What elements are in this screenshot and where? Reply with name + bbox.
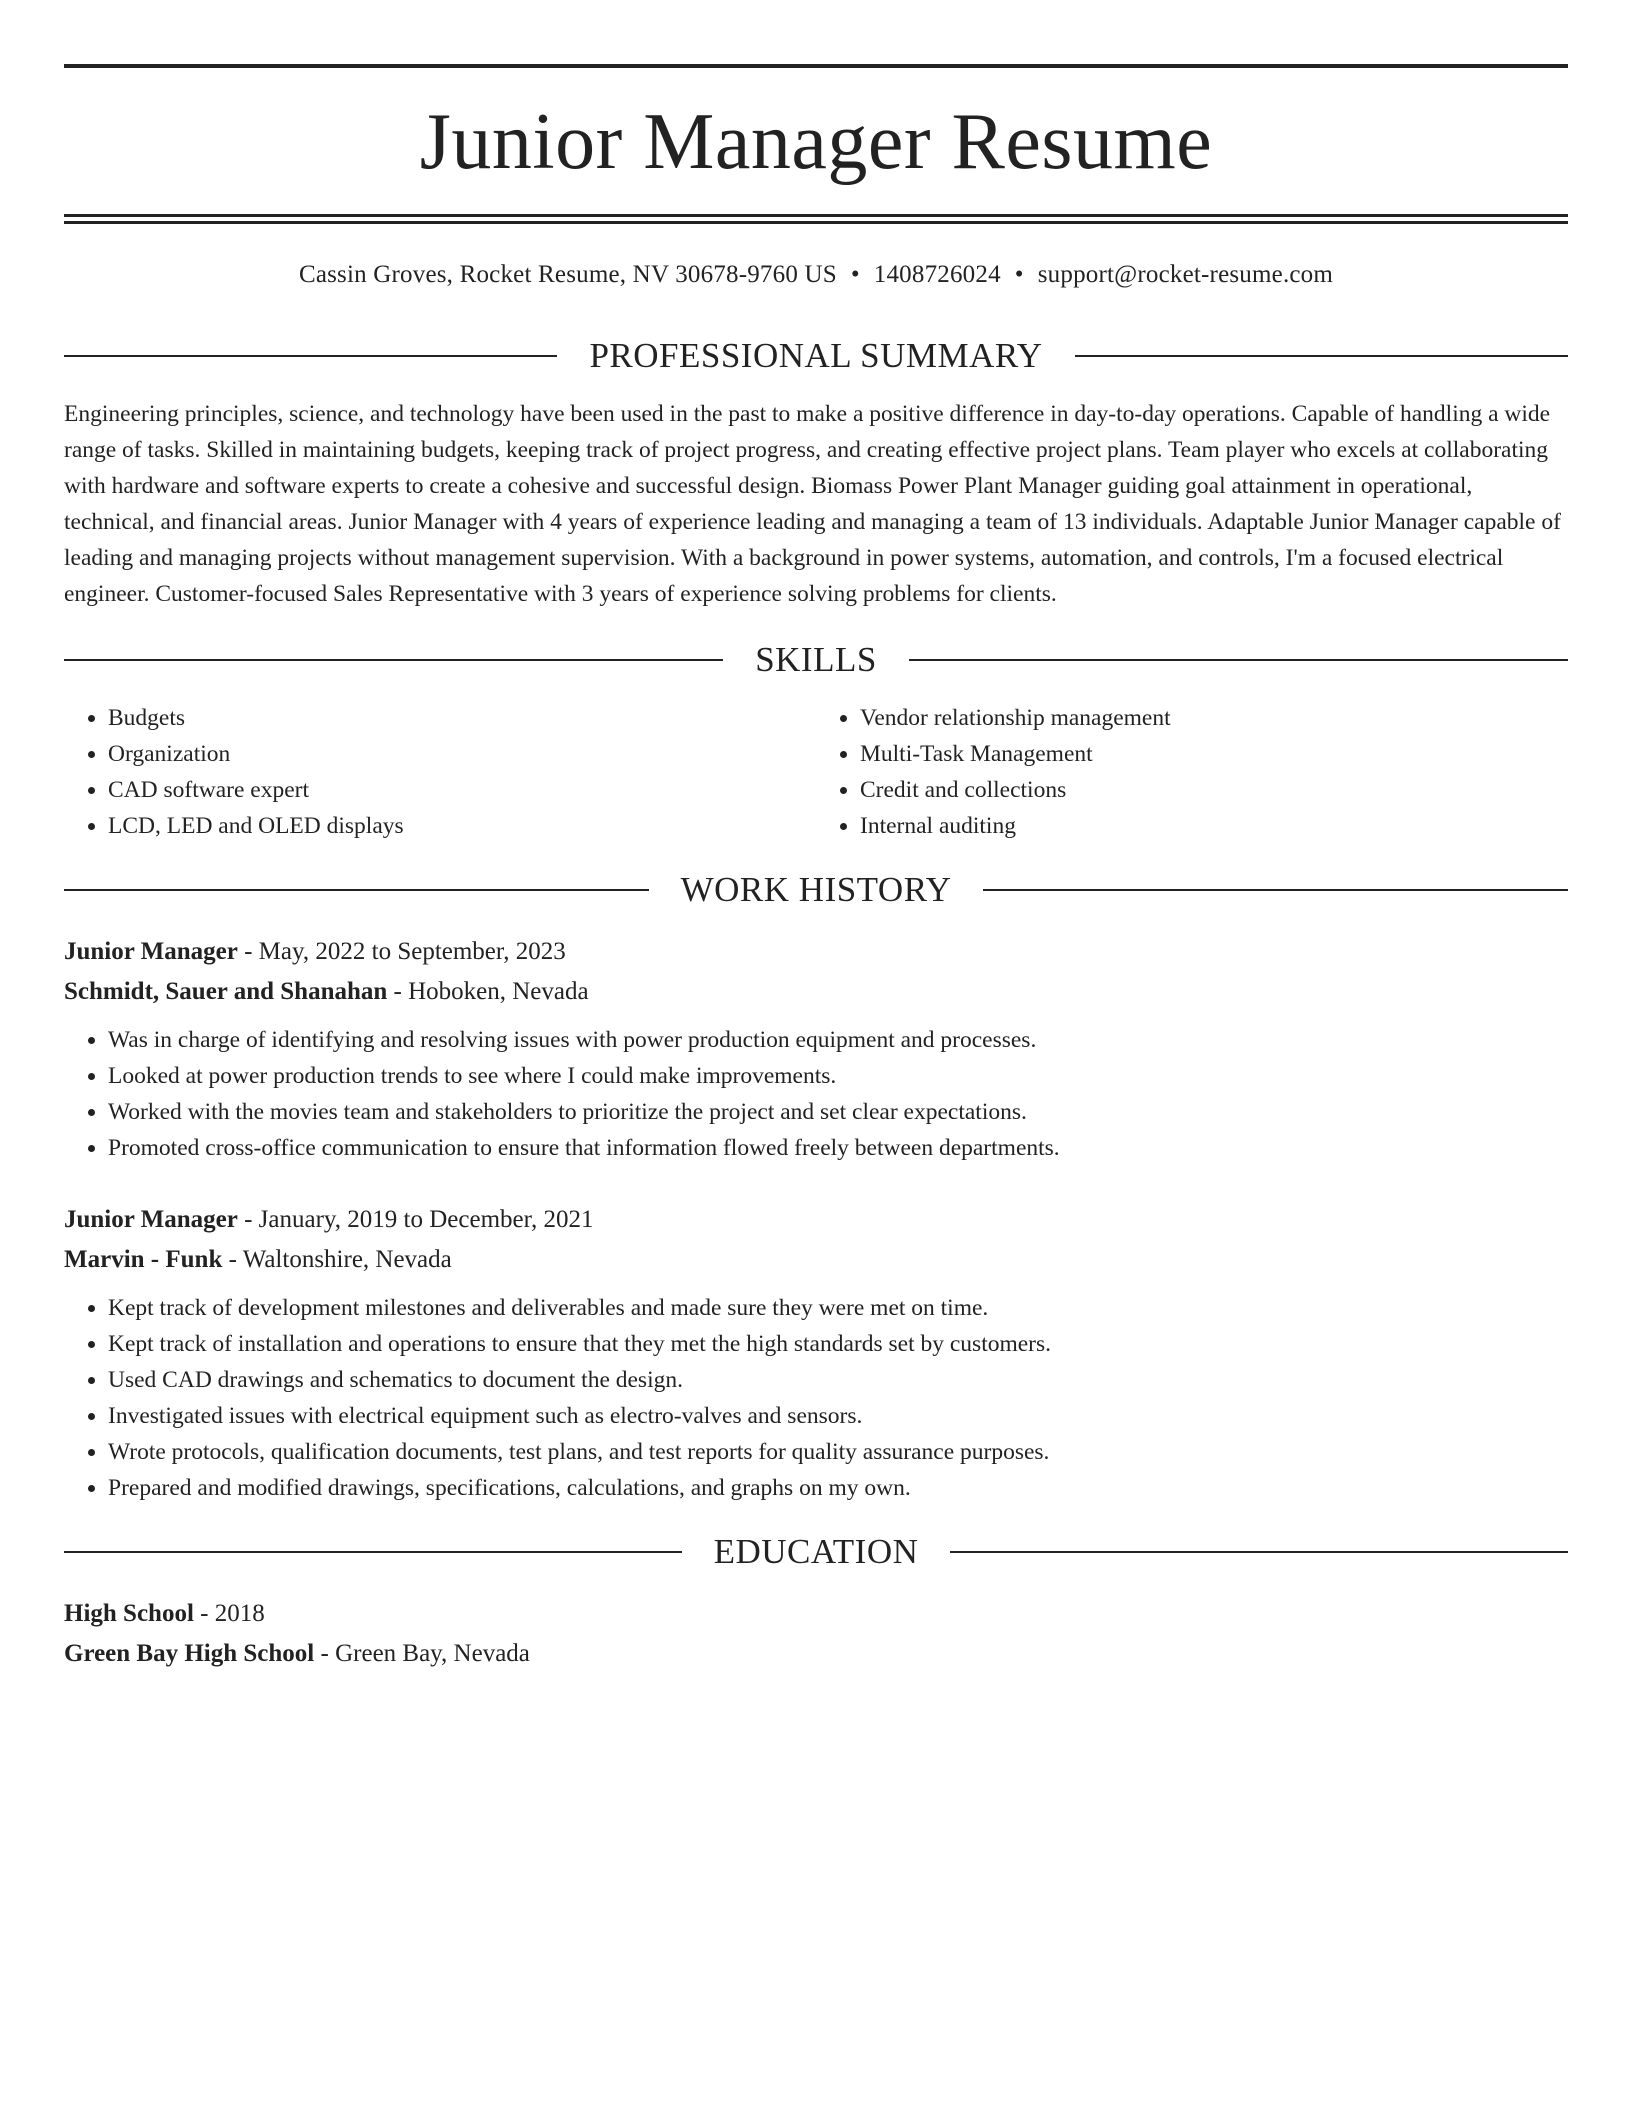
job-location: - Waltonshire, Nevada: [222, 1246, 452, 1273]
job-role-line: [64, 932, 1568, 972]
job-bullet: • Kept track of installation and operations to ensure that they met the high standards set by customers.: [108, 1326, 1568, 1362]
skill-item: • CAD software expert: [108, 772, 816, 808]
education-school-line: [64, 1634, 1568, 1674]
job-bullet: • Looked at power production trends to see where I could make improvements.: [108, 1058, 1568, 1094]
job-bullet: • Was in charge of identifying and resolving issues with power production equipment and processes.: [108, 1022, 1568, 1058]
education-school: Green Bay High School: [64, 1640, 315, 1667]
section-rule-left: [64, 355, 557, 357]
skills-section-header: [64, 640, 1568, 680]
contact-address: Cassin Groves, Rocket Resume, NV 30678-9760 US: [298, 261, 837, 288]
contact-phone: 1408726024: [873, 261, 1001, 288]
title-double-rule: [64, 214, 1568, 224]
job-dates: - May, 2022 to September, 2023: [237, 938, 566, 965]
education-degree-line: [64, 1594, 1568, 1634]
top-rule: [64, 64, 1568, 68]
education-entry: [64, 1594, 1568, 1674]
job-role-line: [64, 1200, 1568, 1240]
job-company-line: [64, 972, 1568, 1012]
contact-separator: •: [1014, 261, 1024, 288]
skills-list: [64, 700, 1568, 844]
summary-text: Engineering principles, science, and technology have been used in the past to make a positive difference in day-to-day operations. Capable of handling a wide range of tasks. Skilled in maintaining budgets, keeping track of project progress, and creating effective project plans. Team player who excels at collaborating with hardware and software experts to create a cohesive and successful design. Biomass Power Plant Manager guiding goal attainment in operational, technical, and financial areas. Junior Manager with 4 years of experience leading and managing a team of 13 individuals. Adaptable Junior Manager capable of leading and managing projects without management supervision. With a background in power systems, automation, and controls, I'm a focused electrical engineer. Customer-focused Sales Representative with 3 years of experience solving problems for clients.: [64, 401, 1561, 607]
skill-item: • Vendor relationship management: [860, 700, 1568, 736]
work-heading: WORK HISTORY: [680, 870, 952, 909]
contact-separator: •: [850, 261, 860, 288]
job-location: - Hoboken, Nevada: [387, 978, 589, 1005]
job-bullet: • Used CAD drawings and schematics to document the design.: [108, 1362, 1568, 1398]
job-dates: - January, 2019 to December, 2021: [237, 1206, 594, 1233]
skill-item: • Internal auditing: [860, 808, 1568, 844]
page-title: Junior Manager Resume: [419, 98, 1213, 186]
skill-item: • Credit and collections: [860, 772, 1568, 808]
job-role: Junior Manager: [64, 1206, 238, 1233]
education-location: - Green Bay, Nevada: [314, 1640, 530, 1667]
education-section-header: [64, 1532, 1568, 1572]
job-company: Schmidt, Sauer and Shanahan: [64, 978, 388, 1005]
job-bullet: • Promoted cross-office communication to ensure that information flowed freely between departments.: [108, 1130, 1568, 1166]
job-bullet: • Wrote protocols, qualification documents, test plans, and test reports for quality assurance purposes.: [108, 1434, 1568, 1470]
job-bullets: [64, 1290, 1568, 1506]
section-rule-right: [1075, 355, 1568, 357]
job-bullet: • Kept track of development milestones and deliverables and made sure they were met on time.: [108, 1290, 1568, 1326]
skills-column-right: [816, 700, 1568, 844]
section-rule-left: [64, 659, 723, 661]
section-rule-right: [909, 659, 1568, 661]
skill-item: • LCD, LED and OLED displays: [108, 808, 816, 844]
skills-column-left: [64, 700, 816, 844]
job-bullet: • Prepared and modified drawings, specifications, calculations, and graphs on my own.: [108, 1470, 1568, 1506]
skills-heading: SKILLS: [755, 640, 877, 679]
work-section-header: [64, 870, 1568, 910]
section-rule-left: [64, 889, 649, 891]
skill-item: • Multi-Task Management: [860, 736, 1568, 772]
summary-section-header: [64, 336, 1568, 376]
skill-item: • Organization: [108, 736, 816, 772]
job-role: Junior Manager: [64, 938, 238, 965]
job-entry: [64, 1200, 1568, 1506]
job-company: Marvin - Funk: [64, 1246, 223, 1273]
job-company-line: [64, 1240, 1568, 1280]
section-rule-right: [983, 889, 1568, 891]
contact-email: support@rocket-resume.com: [1037, 261, 1334, 288]
job-bullets: [64, 1022, 1568, 1166]
education-degree: High School: [64, 1600, 194, 1627]
job-entry: [64, 932, 1568, 1166]
contact-line: [64, 260, 1568, 290]
skill-item: • Budgets: [108, 700, 816, 736]
summary-heading: PROFESSIONAL SUMMARY: [589, 336, 1043, 375]
section-rule-right: [950, 1551, 1568, 1553]
section-rule-left: [64, 1551, 682, 1553]
job-bullet: • Worked with the movies team and stakeholders to prioritize the project and set clear expectations.: [108, 1094, 1568, 1130]
job-bullet: • Investigated issues with electrical equipment such as electro-valves and sensors.: [108, 1398, 1568, 1434]
education-heading: EDUCATION: [713, 1532, 919, 1571]
education-year: - 2018: [193, 1600, 265, 1627]
